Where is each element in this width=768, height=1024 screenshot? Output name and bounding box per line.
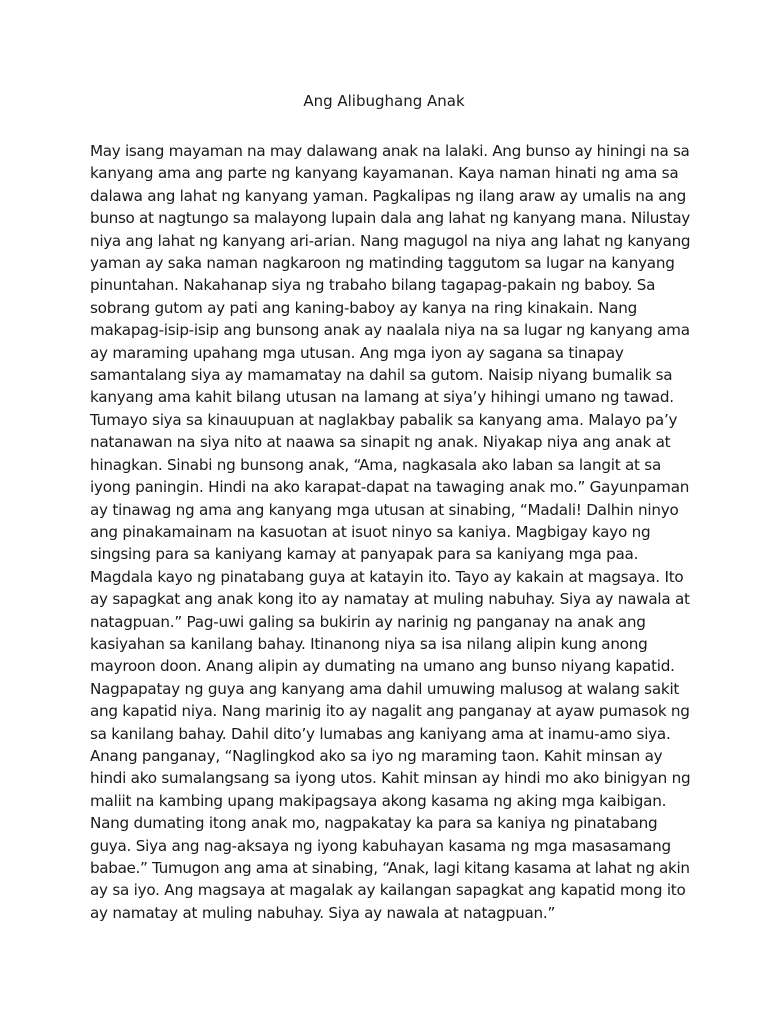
body-text-line: pinuntahan. Nakahanap siya ng trabaho bilang tagapag-pakain ng baboy. Sa [90,276,656,295]
body-text-line: Nagpapatay ng guya ang kanyang ama dahil umuwing malusog at walang sakit [90,679,680,698]
body-text-line: iyong paningin. Hindi na ako karapat-dapat na tawaging anak mo.” Gayunpaman [90,478,690,497]
body-text-line: singsing para sa kaniyang kamay at panyapak para sa kaniyang mga paa. [90,545,639,564]
body-text-line: May isang mayaman na may dalawang anak na lalaki. Ang bunso ay hiningi na sa [90,142,690,160]
document-body [90,140,690,924]
body-text-line: yaman ay saka naman nagkaroon ng matinding taggutom sa lugar na kanyang [90,254,675,273]
body-text-line: makapag-isip-isip ang bunsong anak ay naalala niya na sa lugar ng kanyang ama [90,321,690,340]
body-text-line: hinagkan. Sinabi ng bunsong anak, “Ama, nagkasala ako laban sa langit at sa [90,455,662,474]
body-text-line: ay sa iyo. Ang magsaya at magalak ay kailangan sapagkat ang kapatid mong ito [90,881,686,900]
document-title: Ang Alibughang Anak [303,92,465,110]
body-text-line: natanawan na siya nito at naawa sa sinapit ng anak. Niyakap niya ang anak at [90,433,671,452]
body-text-line: Tumayo siya sa kinauupuan at naglakbay pabalik sa kanyang ama. Malayo pa’y [90,410,678,429]
body-text-line: samantalang siya ay mamamatay na dahil sa gutom. Naisip niyang bumalik sa [90,366,673,385]
body-text-line: babae.” Tumugon ang ama at sinabing, “Anak, lagi kitang kasama at lahat ng akin [90,859,690,877]
body-text-line: Anang panganay, “Naglingkod ako sa iyo ng maraming taon. Kahit minsan ay [90,746,663,765]
body-text-line: kanyang ama kahit bilang utusan na lamang at siya’y hihingi umano ng tawad. [90,388,674,407]
body-text-line: ay maraming upahang mga utusan. Ang mga iyon ay sagana sa tinapay [90,343,624,362]
body-text-line: guya. Siya ang nag-aksaya ng iyong kabuhayan kasama ng mga masasamang [90,836,671,855]
body-text-line: natagpuan.” Pag-uwi galing sa bukirin ay narinig ng panganay na anak ang [90,612,646,631]
body-text-line: ang pinakamainam na kasuotan at isuot ninyo sa kaniya. Magbigay kayo ng [90,522,651,541]
body-text-line: hindi ako sumalangsang sa iyong utos. Kahit minsan ay hindi mo ako binigyan ng [90,769,691,788]
body-text-line: dalawa ang lahat ng kanyang yaman. Pagkalipas ng ilang araw ay umalis na ang [90,186,687,205]
body-text-line: ay namatay at muling nabuhay. Siya ay nawala at natagpuan.” [90,903,556,922]
body-text-line: Magdala kayo ng pinatabang guya at katayin ito. Tayo ay kakain at magsaya. Ito [90,567,684,586]
body-text-line: Nang dumating itong anak mo, nagpakatay ka para sa kaniya ng pinatabang [90,814,658,833]
body-text-line: mayroon doon. Anang alipin ay dumating na umano ang bunso niyang kapatid. [90,657,675,676]
body-text-line: ang kapatid niya. Nang marinig ito ay nagalit ang panganay at ayaw pumasok ng [90,702,690,721]
body-text-line: ay tinawag ng ama ang kanyang mga utusan at sinabing, “Madali! Dalhin ninyo [90,500,679,519]
body-text-line: maliit na kambing upang makipagsaya akong kasama ng aking mga kaibigan. [90,791,667,810]
body-text-line: niya ang lahat ng kanyang ari-arian. Nang magugol na niya ang lahat ng kanyang [90,231,691,250]
body-text-line: ay sapagkat ang anak kong ito ay namatay at muling nabuhay. Siya ay nawala at [90,590,690,609]
body-text-line: kanyang ama ang parte ng kanyang kayamanan. Kaya naman hinati ng ama sa [90,164,679,183]
body-text-line: kasiyahan sa kanilang bahay. Itinanong niya sa isa nilang alipin kung anong [90,634,648,653]
body-text-line: sobrang gutom ay pati ang kaning-baboy ay kanya na ring kinakain. Nang [90,298,637,317]
body-text-line: bunso at nagtungo sa malayong lupain dala ang lahat ng kanyang mana. Nilustay [90,209,690,228]
body-text-line: sa kanilang bahay. Dahil dito’y lumabas ang kaniyang ama at inamu-amo siya. [90,724,671,743]
